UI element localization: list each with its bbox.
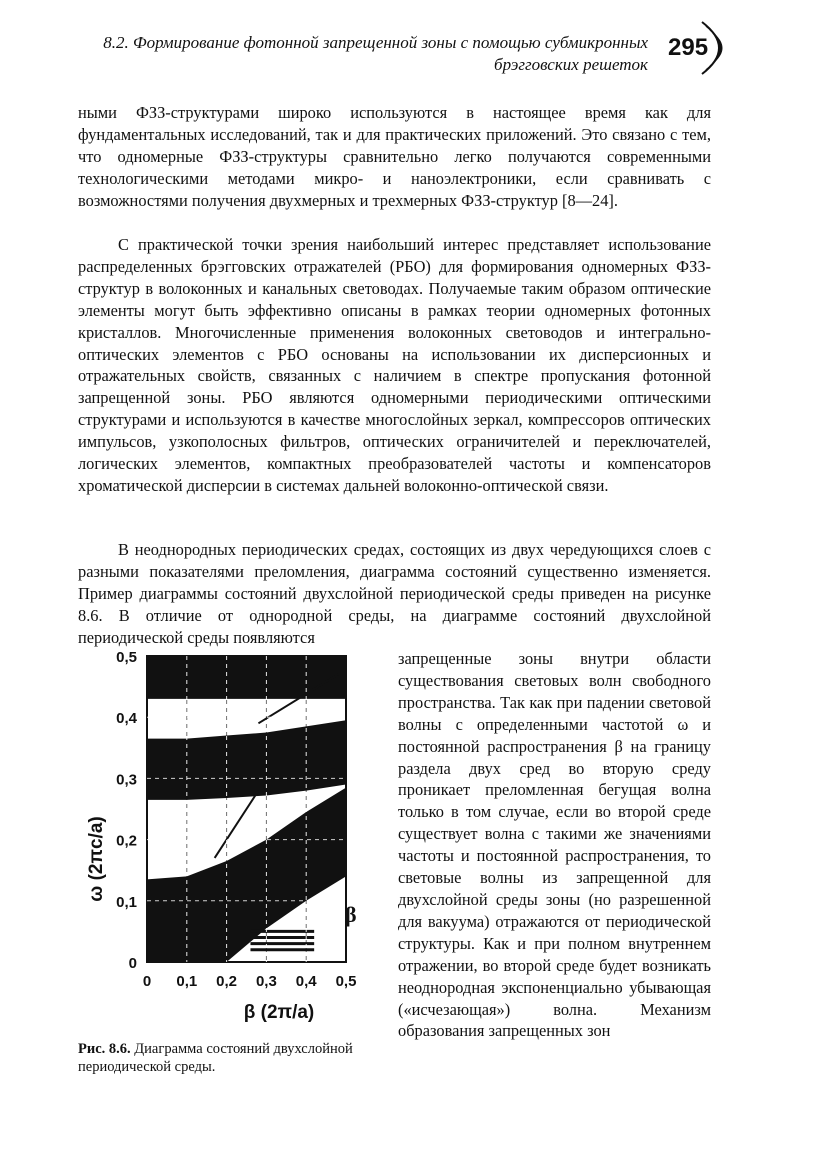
x-tick-label: 0,3 <box>255 973 277 990</box>
paragraph-3: В неоднородных периодических средах, состоящих из двух чередующихся слоев с разными показателями преломления, диаграмма состояний существенно изменяется. Пример диаграммы состояний двухслойной периодической среды приведен на рисунке 8.6. В отличие от однородной среды, на диаграмме состояний двухслойной периодической среды появляются <box>78 540 711 647</box>
running-head-line2: брэгговских решеток <box>494 55 648 74</box>
x-tick-label: 0 <box>142 973 152 990</box>
beta-marker-label: β <box>345 902 357 927</box>
y-axis-label: ω (2πc/a) <box>86 816 107 902</box>
y-tick-label: 0,4 <box>116 710 137 728</box>
allowed-band-3 <box>147 656 346 699</box>
y-tick-label: 0,2 <box>116 832 137 850</box>
paragraph-4: запрещенные зоны внутри области существования световых волн свободного пространства. Так как при падении световой волны с определенными частотой ω и постоянной распространения β на границу раздела двух сред во вторую среду проникает преломленная бегущая волна только в том случае, если во второй среде существует волна с такими же значениями частоты и постоянной распространения, то световые волны из запрещенной для двухслойной среды зоны (но разрешенной для вакуума) отражаются от периодической структуры. Как и при полном внутреннем отражении, во второй среде будет возникать неоднородная экспоненциально убывающая («исчезающая») волна. Механизм образования запрещенных зон <box>398 649 711 1041</box>
caption-label: Рис. 8.6. <box>78 1041 131 1057</box>
page-number: 295 <box>668 34 709 61</box>
y-tick-label: 0,3 <box>116 771 137 789</box>
figure-caption <box>78 1040 368 1076</box>
y-tick-label: 0 <box>128 955 137 972</box>
x-tick-label: 0,4 <box>295 973 317 990</box>
x-tick-label: 0,1 <box>176 973 198 990</box>
paragraph-1: ными ФЗЗ-структурами широко используются в настоящее время как для фундаментальных исследований, так и для практических приложений. Это связано с тем, что одномерные ФЗЗ-структуры сравнительно легко получаются современными технологическими методами микро- и наноэлектроники, если сравнивать с возможностями получения двухмерных и трехмерных ФЗЗ-структур [8—24]. <box>78 103 711 210</box>
paragraph-2: С практической точки зрения наибольший интерес представляет использование распределенных брэгговских отражателей (РБО) для формирования одномерных ФЗЗ-структур в волоконных и канальных световодах. Получаемые таким образом оптические элементы могут быть эффективно описаны в рамках теории одномерных фотонных кристаллов. Многочисленные применения волоконных световодов и интегрально-оптических элементов с РБО основаны на использовании их дисперсионных и отражательных свойств, связанных с наличием в спектре пропускания фотонной запрещенной зоны. РБО являются одномерными периодическими оптическими структурами и используются в качестве многослойных зеркал, компрессоров оптических импульсов, узкополосных фильтров, оптических ограничителей и переключателей, логических элементов, компактных преобразователей частоты и компенсаторов хроматической дисперсии в системах дальней волоконно-оптической связи. <box>78 235 711 495</box>
x-axis-label: β (2π/a) <box>243 1002 315 1023</box>
page-decoration-icon <box>700 18 740 78</box>
y-tick-label: 0,5 <box>116 649 137 666</box>
running-head-line1: 8.2. Формирование фотонной запрещенной зоны с помощью субмикронных <box>103 33 648 52</box>
running-head <box>78 32 648 76</box>
band-diagram-figure <box>64 646 384 1041</box>
y-tick-label: 0,1 <box>116 893 137 911</box>
caption-text: Диаграмма состояний двухслойной периодической среды. <box>78 1041 353 1075</box>
x-tick-label: 0,2 <box>216 973 238 990</box>
x-tick-label: 0,5 <box>335 973 357 990</box>
